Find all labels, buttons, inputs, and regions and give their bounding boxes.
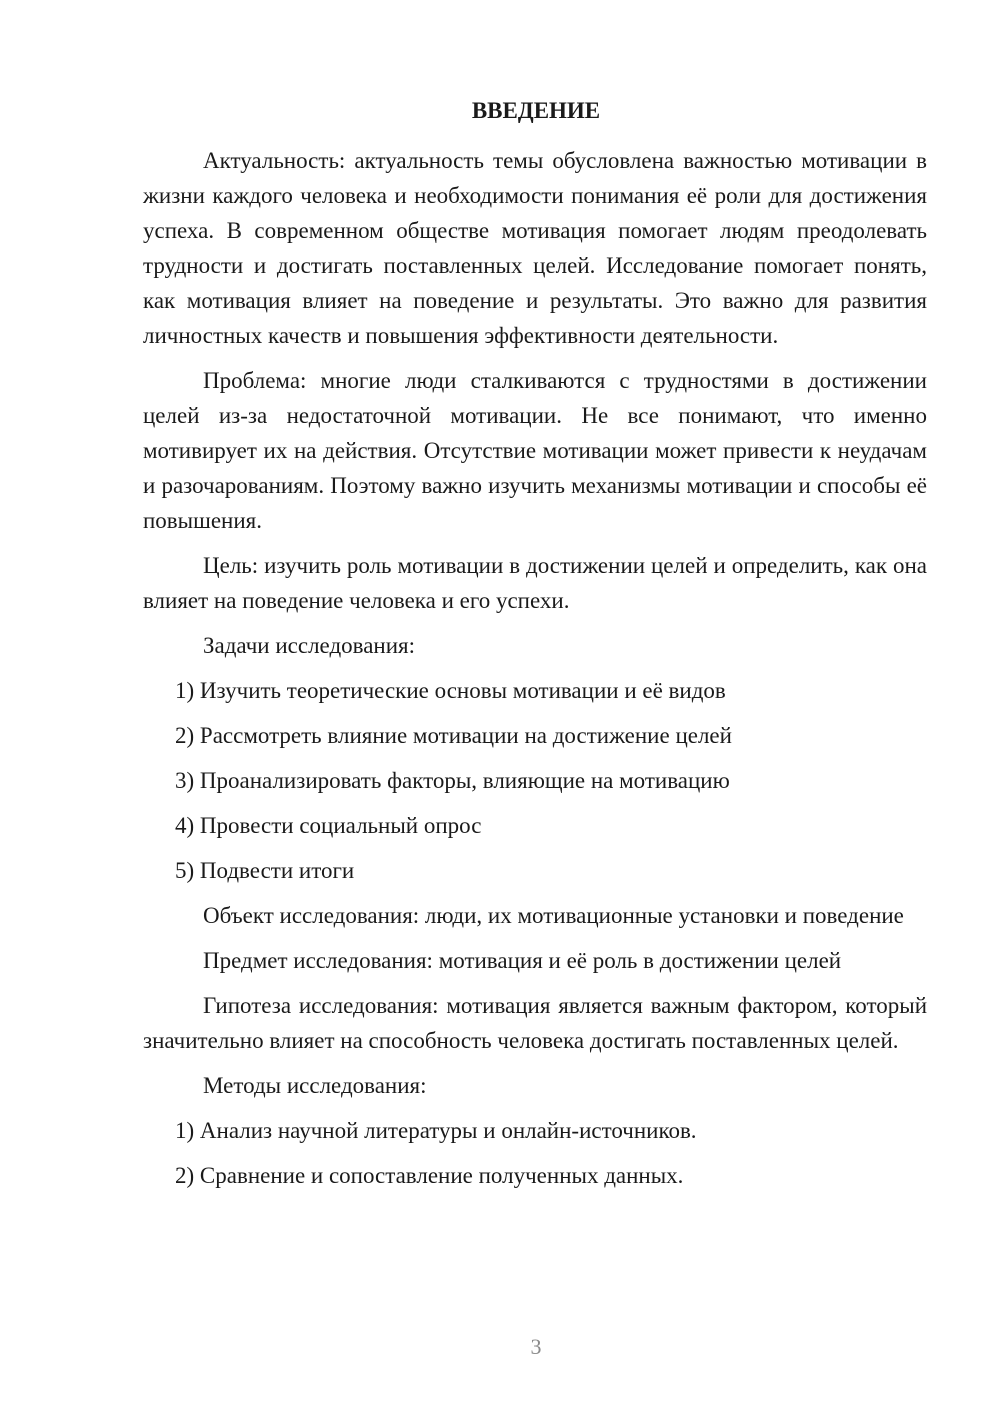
page-number: 3 xyxy=(530,1334,542,1359)
task-item: 1) Изучить теоретические основы мотивации и её видов xyxy=(175,678,726,703)
paragraph-problem: Проблема: многие люди сталкиваются с трудностями в достижении целей из-за недостаточной мотивации. Не все понимают, что именно мотивирует их на действия. Отсутствие мотивации может привести к неудачам и разочарованиям. Поэтому важно изучить механизмы мотивации и способы её повышения. xyxy=(143,368,927,533)
page-title: ВВЕДЕНИЕ xyxy=(471,98,601,123)
paragraph-subject: Предмет исследования: мотивация и её роль в достижении целей xyxy=(203,948,842,973)
paragraph-object: Объект исследования: люди, их мотивационные установки и поведение xyxy=(203,903,904,928)
task-item: 4) Провести социальный опрос xyxy=(175,813,482,838)
method-item: 2) Сравнение и сопоставление полученных данных. xyxy=(175,1163,684,1188)
method-item: 1) Анализ научной литературы и онлайн-источников. xyxy=(175,1118,697,1143)
document-body xyxy=(143,143,927,1203)
paragraph-hypothesis: Гипотеза исследования: мотивация является важным фактором, который значительно влияет на способность человека достигать поставленных целей. xyxy=(143,993,927,1053)
task-item: 2) Рассмотреть влияние мотивации на достижение целей xyxy=(175,723,732,748)
paragraph-relevance: Актуальность: актуальность темы обусловлена важностью мотивации в жизни каждого человека и необходимости понимания её роли для достижения успеха. В современном обществе мотивация помогает людям преодолевать трудности и достигать поставленных целей. Исследование помогает понять, как мотивация влияет на поведение и результаты. Это важно для развития личностных качеств и повышения эффективности деятельности. xyxy=(143,148,927,348)
task-item: 3) Проанализировать факторы, влияющие на мотивацию xyxy=(175,768,730,793)
tasks-heading: Задачи исследования: xyxy=(203,633,416,658)
paragraph-goal: Цель: изучить роль мотивации в достижении целей и определить, как она влияет на поведение человека и его успехи. xyxy=(143,553,927,613)
methods-heading: Методы исследования: xyxy=(203,1073,427,1098)
task-item: 5) Подвести итоги xyxy=(175,858,355,883)
